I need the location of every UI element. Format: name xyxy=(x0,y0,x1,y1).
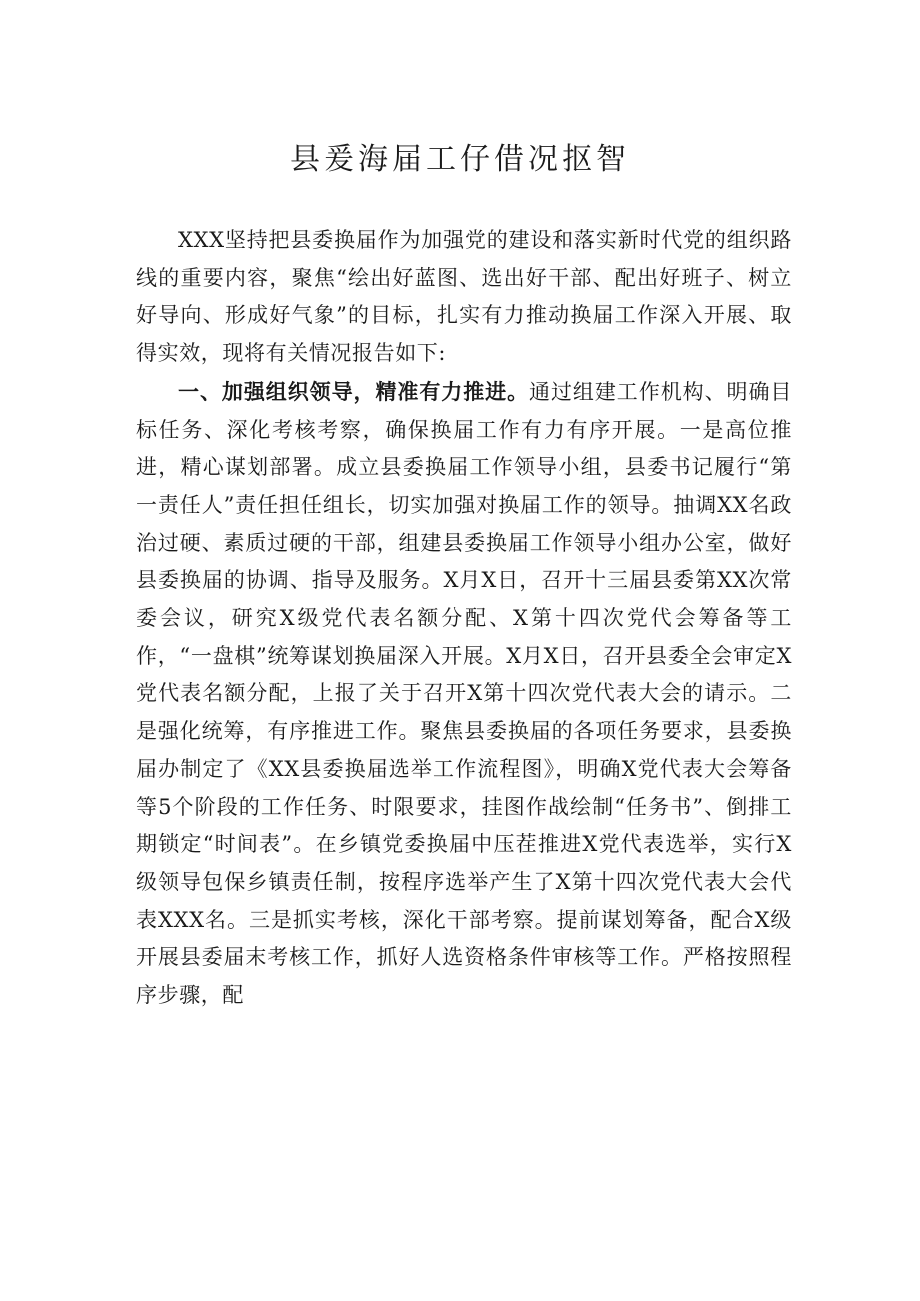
document-body xyxy=(136,222,792,1015)
section-1-paragraph xyxy=(136,373,792,1015)
intro-paragraph: XXX坚持把县委换届作为加强党的建设和落实新时代党的组织路线的重要内容，聚焦“绘出好蓝图、选出好干部、配出好班子、树立好导向、形成好气象”的目标，扎实有力推动换届工作深入开展、取得实效，现将有关情况报告如下: xyxy=(136,228,792,366)
section-1-heading: 一、加强组织领导，精准有力推进。 xyxy=(178,378,530,404)
section-1-body: 通过组建工作机构、明确目标任务、深化考核考察，确保换届工作有力有序开展。一是高位推进，精心谋划部署。成立县委换届工作领导小组，县委书记履行“第一责任人”责任担任组长，切实加强对换届工作的领导。抽调XX名政治过硬、素质过硬的干部，组建县委换届工作领导小组办公室，做好县委换届的协调、指导及服务。X月X日，召开十三届县委第XX次常委会议，研究X级党代表名额分配、X第十四次党代会筹备等工作，“一盘棋”统筹谋划换届深入开展。X月X日，召开县委全会审定X党代表名额分配，上报了关于召开X第十四次党代表大会的请示。二是强化统筹，有序推进工作。聚焦县委换届的各项任务要求，县委换届办制定了《XX县委换届选举工作流程图》，明确X党代表大会筹备等5个阶段的工作任务、时限要求，挂图作战绘制“任务书”、倒排工期锁定“时间表”。在乡镇党委换届中压茬推进X党代表选举，实行X级领导包保乡镇责任制，按程序选举产生了X第十四次党代表大会代表XXX名。三是抓实考核，深化干部考察。提前谋划筹备，配合X级开展县委届末考核工作，抓好人选资格条件审核等工作。严格按照程序步骤，配 xyxy=(136,379,792,1008)
document-title: 县爰海届工仔借况抠智 xyxy=(290,142,630,177)
